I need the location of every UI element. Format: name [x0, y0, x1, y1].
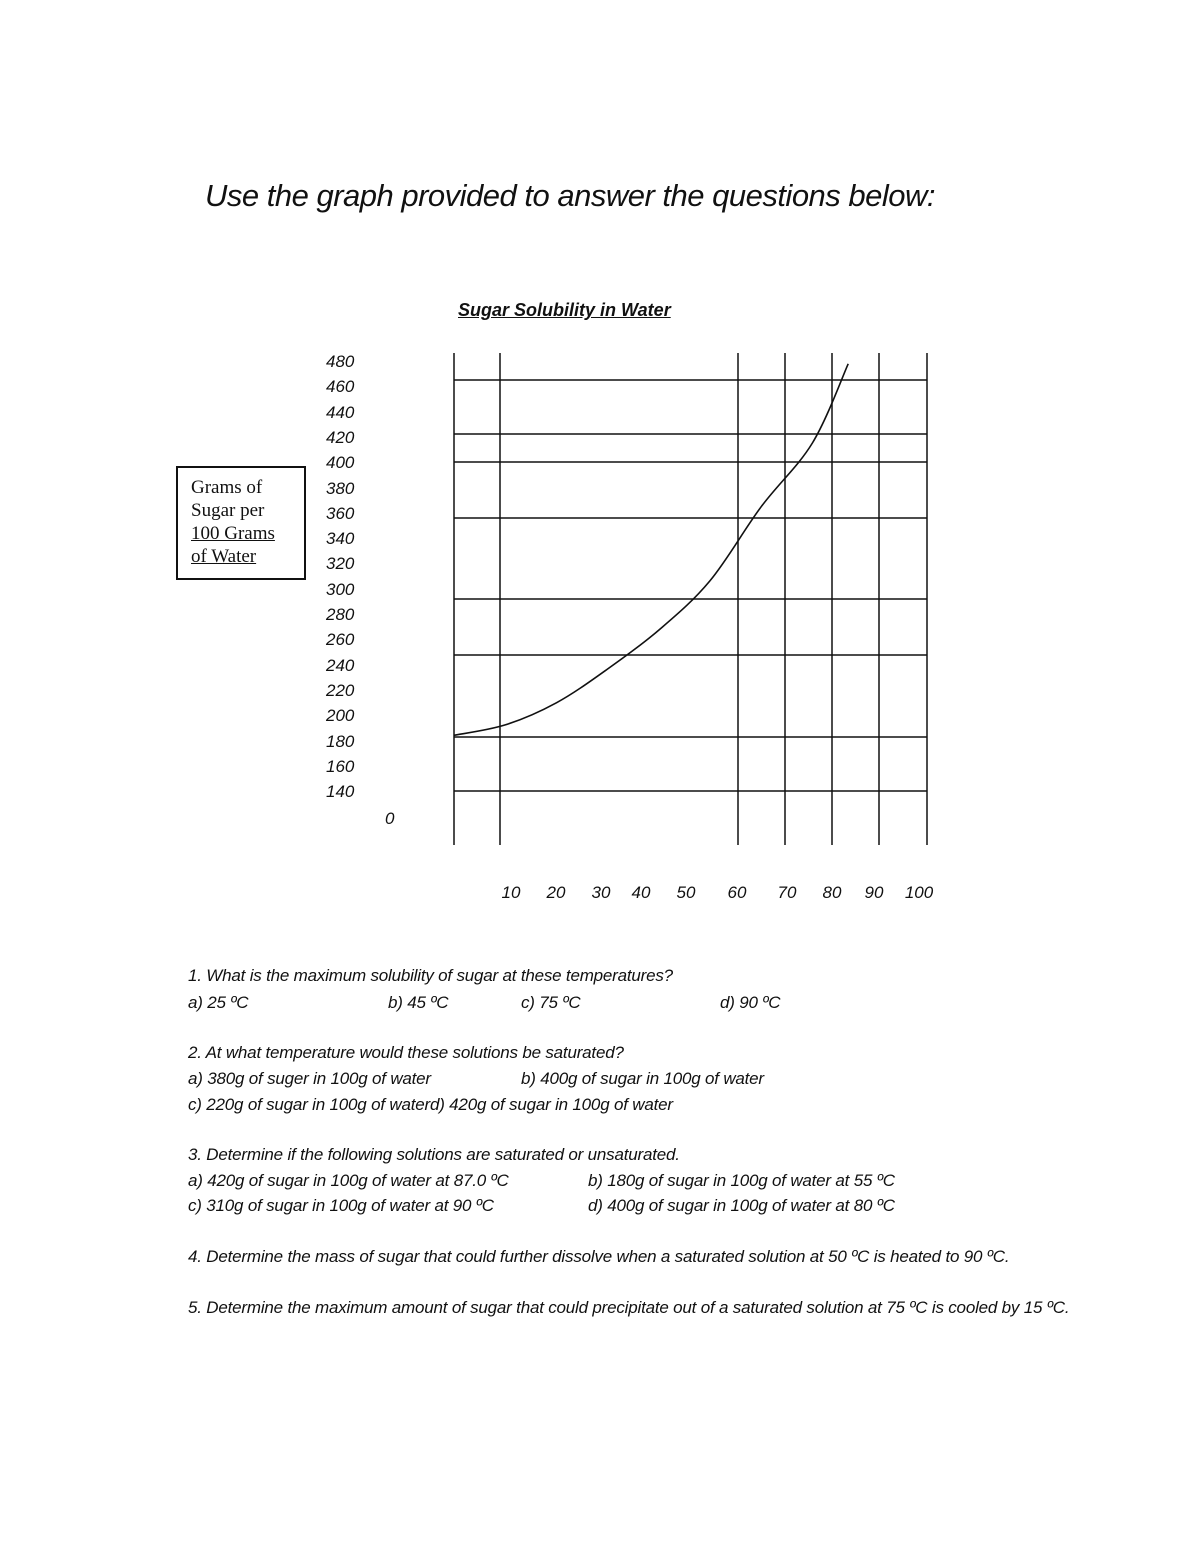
- q3-option-c: c) 310g of sugar in 100g of water at 90 ºC: [188, 1196, 494, 1215]
- x-tick-label: 60: [727, 883, 747, 902]
- q2-option-a: a) 380g of suger in 100g of water: [188, 1069, 431, 1088]
- question-5: 5. Determine the maximum amount of sugar that could precipitate out of a saturated solution at 75 ºC is cooled by 15 ºC.: [188, 1298, 1070, 1317]
- x-tick-label: 70: [777, 883, 797, 902]
- y-tick-label: 460: [326, 377, 355, 397]
- chart-title: Sugar Solubility in Water: [458, 300, 671, 320]
- question-3: 3. Determine if the following solutions are saturated or unsaturated.: [188, 1145, 680, 1164]
- y-tick-label: 420: [326, 427, 355, 447]
- y-axis-label-line: Sugar per: [191, 500, 265, 521]
- y-tick-label: 480: [326, 352, 355, 371]
- chart-grid: [454, 353, 927, 845]
- solubility-curve: [454, 364, 848, 736]
- q2-option-b: b) 400g of sugar in 100g of water: [521, 1069, 764, 1088]
- origin-label: 0: [385, 809, 395, 828]
- q1-option-a: a) 25 ºC: [188, 993, 249, 1012]
- q1-option-b: b) 45 ºC: [388, 993, 449, 1012]
- question-4: 4. Determine the mass of sugar that could further dissolve when a saturated solution at 50 ºC is heated to 90 ºC.: [188, 1247, 1010, 1266]
- x-tick-label: 90: [864, 883, 884, 902]
- y-tick-label: 360: [326, 503, 355, 523]
- y-axis-label-line: of Water: [191, 546, 257, 567]
- y-tick-label: 300: [326, 579, 355, 599]
- x-tick-label: 40: [631, 883, 651, 902]
- q1-option-d: d) 90 ºC: [720, 993, 781, 1012]
- question-1: 1. What is the maximum solubility of sugar at these temperatures?: [188, 966, 673, 985]
- y-tick-label: 320: [326, 554, 355, 574]
- x-tick-label: 100: [904, 883, 934, 902]
- y-tick-label: 260: [326, 630, 355, 650]
- y-axis-label-line: 100 Grams: [191, 523, 275, 544]
- q3-option-a: a) 420g of sugar in 100g of water at 87.0 ºC: [188, 1171, 509, 1190]
- y-tick-label: 340: [326, 529, 355, 549]
- x-tick-label: 30: [591, 883, 611, 902]
- page-heading: Use the graph provided to answer the questions below:: [205, 178, 936, 213]
- y-tick-label: 200: [326, 706, 355, 726]
- q3-option-d: d) 400g of sugar in 100g of water at 80 ºC: [588, 1196, 895, 1215]
- q1-option-c: c) 75 ºC: [521, 993, 581, 1012]
- y-tick-label: 280: [326, 605, 355, 624]
- x-tick-label: 50: [676, 883, 696, 902]
- y-tick-label: 220: [326, 680, 355, 700]
- x-tick-label: 80: [822, 883, 842, 902]
- y-tick-label: 140: [326, 782, 355, 802]
- x-tick-label: 20: [546, 883, 566, 902]
- y-axis-label-line: Grams of: [191, 477, 263, 498]
- y-tick-label: 240: [326, 655, 355, 675]
- y-tick-label: 380: [326, 478, 355, 498]
- y-tick-label: 180: [326, 731, 355, 751]
- question-2: 2. At what temperature would these solutions be saturated?: [188, 1043, 624, 1062]
- x-tick-label: 10: [501, 883, 521, 902]
- q3-option-b: b) 180g of sugar in 100g of water at 55 ºC: [588, 1171, 895, 1190]
- y-tick-label: 160: [326, 756, 355, 776]
- q2-option-cd: c) 220g of sugar in 100g of waterd) 420g of sugar in 100g of water: [188, 1095, 673, 1114]
- y-tick-label: 400: [326, 453, 355, 473]
- y-tick-label: 440: [326, 402, 355, 422]
